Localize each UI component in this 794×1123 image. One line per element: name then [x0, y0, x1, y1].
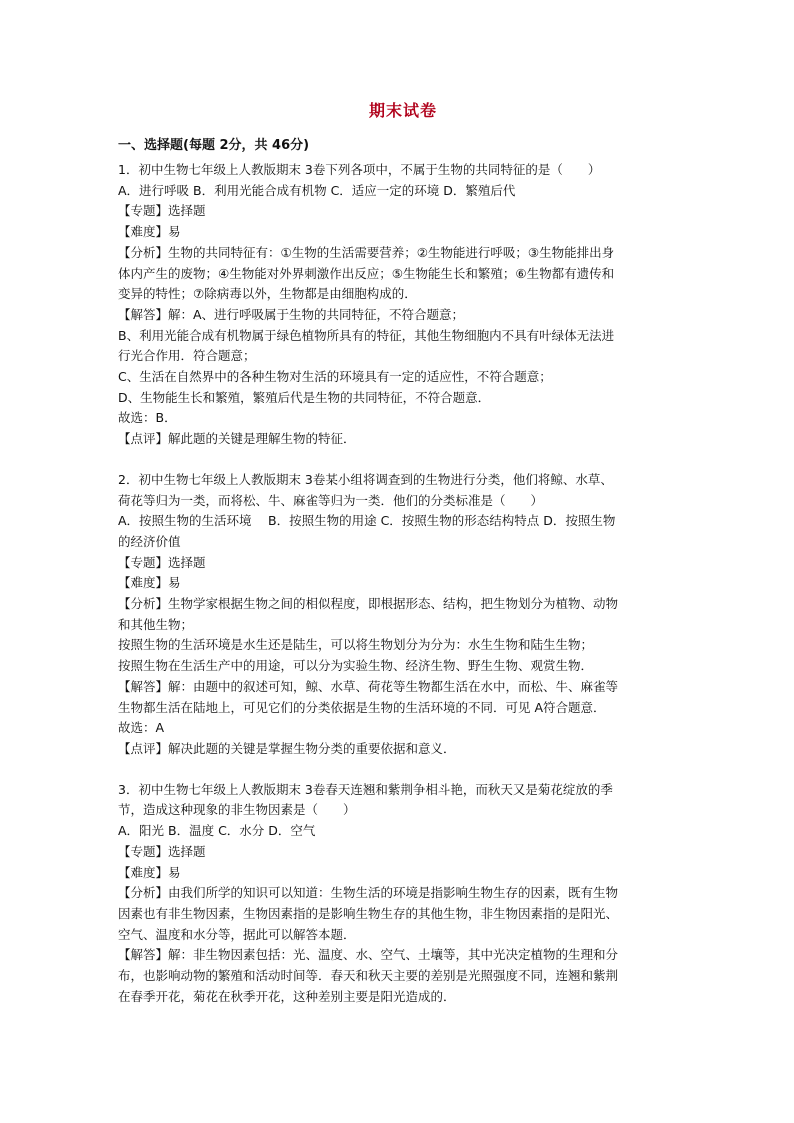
- question-line: 按照生物的生活环境是水生还是陆生，可以将生物划分为分为：水生生物和陆生生物；: [118, 637, 594, 653]
- question-line: 【难度】易: [118, 575, 181, 591]
- question-line: 的经济价值: [118, 533, 181, 549]
- question-line: 行光合作用．符合题意；: [118, 348, 256, 364]
- question-line: 【分析】生物学家根据生物之间的相似程度，即根据形态、结构，把生物划分为植物、动物: [118, 596, 619, 612]
- question-line: 因素也有非生物因素，生物因素指的是影响生物生存的其他生物，非生物因素指的是阳光、: [118, 905, 619, 921]
- question-block: [118, 470, 688, 760]
- question-block: [118, 780, 688, 1008]
- question-line: 【专题】选择题: [118, 554, 206, 570]
- question-line: 布，也影响动物的繁殖和活动时间等．春天和秋天主要的差别是光照强度不同，连翘和紫荆: [118, 968, 619, 984]
- question-line: 变异的特性；⑦除病毒以外，生物都是由细胞构成的．: [118, 286, 417, 302]
- question-line: 和其他生物；: [118, 616, 194, 632]
- question-line: A．进行呼吸 B．利用光能合成有机物 C．适应一定的环境 D．繁殖后代: [118, 182, 516, 198]
- question-line: D、生物能生长和繁殖，繁殖后代是生物的共同特征，不符合题意．: [118, 389, 491, 405]
- question-line: 【解答】解：非生物因素包括：光、温度、水、空气、土壤等，其中光决定植物的生理和分: [118, 947, 619, 963]
- question-line: A．按照生物的生活环境 B．按照生物的用途 C．按照生物的形态结构特点 D．按照生物: [118, 513, 616, 529]
- question-line: 【点评】解此题的关键是理解生物的特征．: [118, 431, 356, 447]
- question-line: 【解答】解：A、进行呼吸属于生物的共同特征，不符合题意；: [118, 306, 465, 322]
- question-line: 荷花等归为一类，而将松、牛、麻雀等归为一类．他们的分类标准是（ ）: [118, 492, 544, 508]
- section-heading: 一、选择题(每题 2分，共 46分): [118, 138, 310, 153]
- question-block: [118, 160, 688, 450]
- question-line: A．阳光 B．温度 C．水分 D．空气: [118, 823, 316, 839]
- question-line: 【解答】解：由题中的叙述可知，鲸、水草、荷花等生物都生活在水中，而松、牛、麻雀等: [118, 678, 619, 694]
- question-line: C、生活在自然界中的各种生物对生活的环境具有一定的适应性，不符合题意；: [118, 369, 552, 385]
- question-line: 2．初中生物七年级上人教版期末 3卷某小组将调查到的生物进行分类，他们将鲸、水草、: [118, 471, 613, 487]
- question-line: 3．初中生物七年级上人教版期末 3卷春天连翘和紫荆争相斗艳，而秋天又是菊花绽放的季: [118, 781, 613, 797]
- page-title: 期末试卷: [368, 101, 437, 120]
- question-line: 故选：A: [118, 720, 165, 736]
- question-line: 故选：B．: [118, 410, 177, 426]
- question-line: 1．初中生物七年级上人教版期末 3卷下列各项中，不属于生物的共同特征的是（ ）: [118, 162, 601, 177]
- question-line: 体内产生的废物；④生物能对外界刺激作出反应；⑤生物能生长和繁殖；⑥生物都有遗传和: [118, 265, 615, 281]
- question-line: 【专题】选择题: [118, 843, 206, 859]
- question-line: 【难度】易: [118, 224, 181, 240]
- question-line: 【分析】由我们所学的知识可以知道：生物生活的环境是指影响生物生存的因素，既有生物: [118, 885, 619, 901]
- question-line: 【点评】解决此题的关键是掌握生物分类的重要依据和意义．: [118, 740, 456, 756]
- question-line: 【分析】生物的共同特征有：①生物的生活需要营养；②生物能进行呼吸；③生物能排出身: [118, 244, 615, 260]
- question-line: B、利用光能合成有机物属于绿色植物所具有的特征，其他生物细胞内不具有叶绿体无法进: [118, 327, 615, 343]
- question-line: 节，造成这种现象的非生物因素是（ ）: [118, 802, 356, 818]
- question-line: 【专题】选择题: [118, 203, 206, 219]
- question-line: 生物都生活在陆地上，可见它们的分类依据是生物的生活环境的不同．可见 A符合题意．: [118, 699, 606, 715]
- question-line: 按照生物在生活生产中的用途，可以分为实验生物、经济生物、野生生物、观赏生物．: [118, 658, 594, 674]
- document-page: [118, 100, 688, 1007]
- question-line: 【难度】易: [118, 864, 181, 880]
- question-list: [118, 160, 688, 1007]
- question-spacer: [118, 450, 688, 470]
- question-line: 在春季开花，菊花在秋季开花，这种差别主要是阳光造成的．: [118, 988, 456, 1004]
- question-spacer: [118, 760, 688, 780]
- question-line: 空气、温度和水分等，据此可以解答本题．: [118, 926, 356, 942]
